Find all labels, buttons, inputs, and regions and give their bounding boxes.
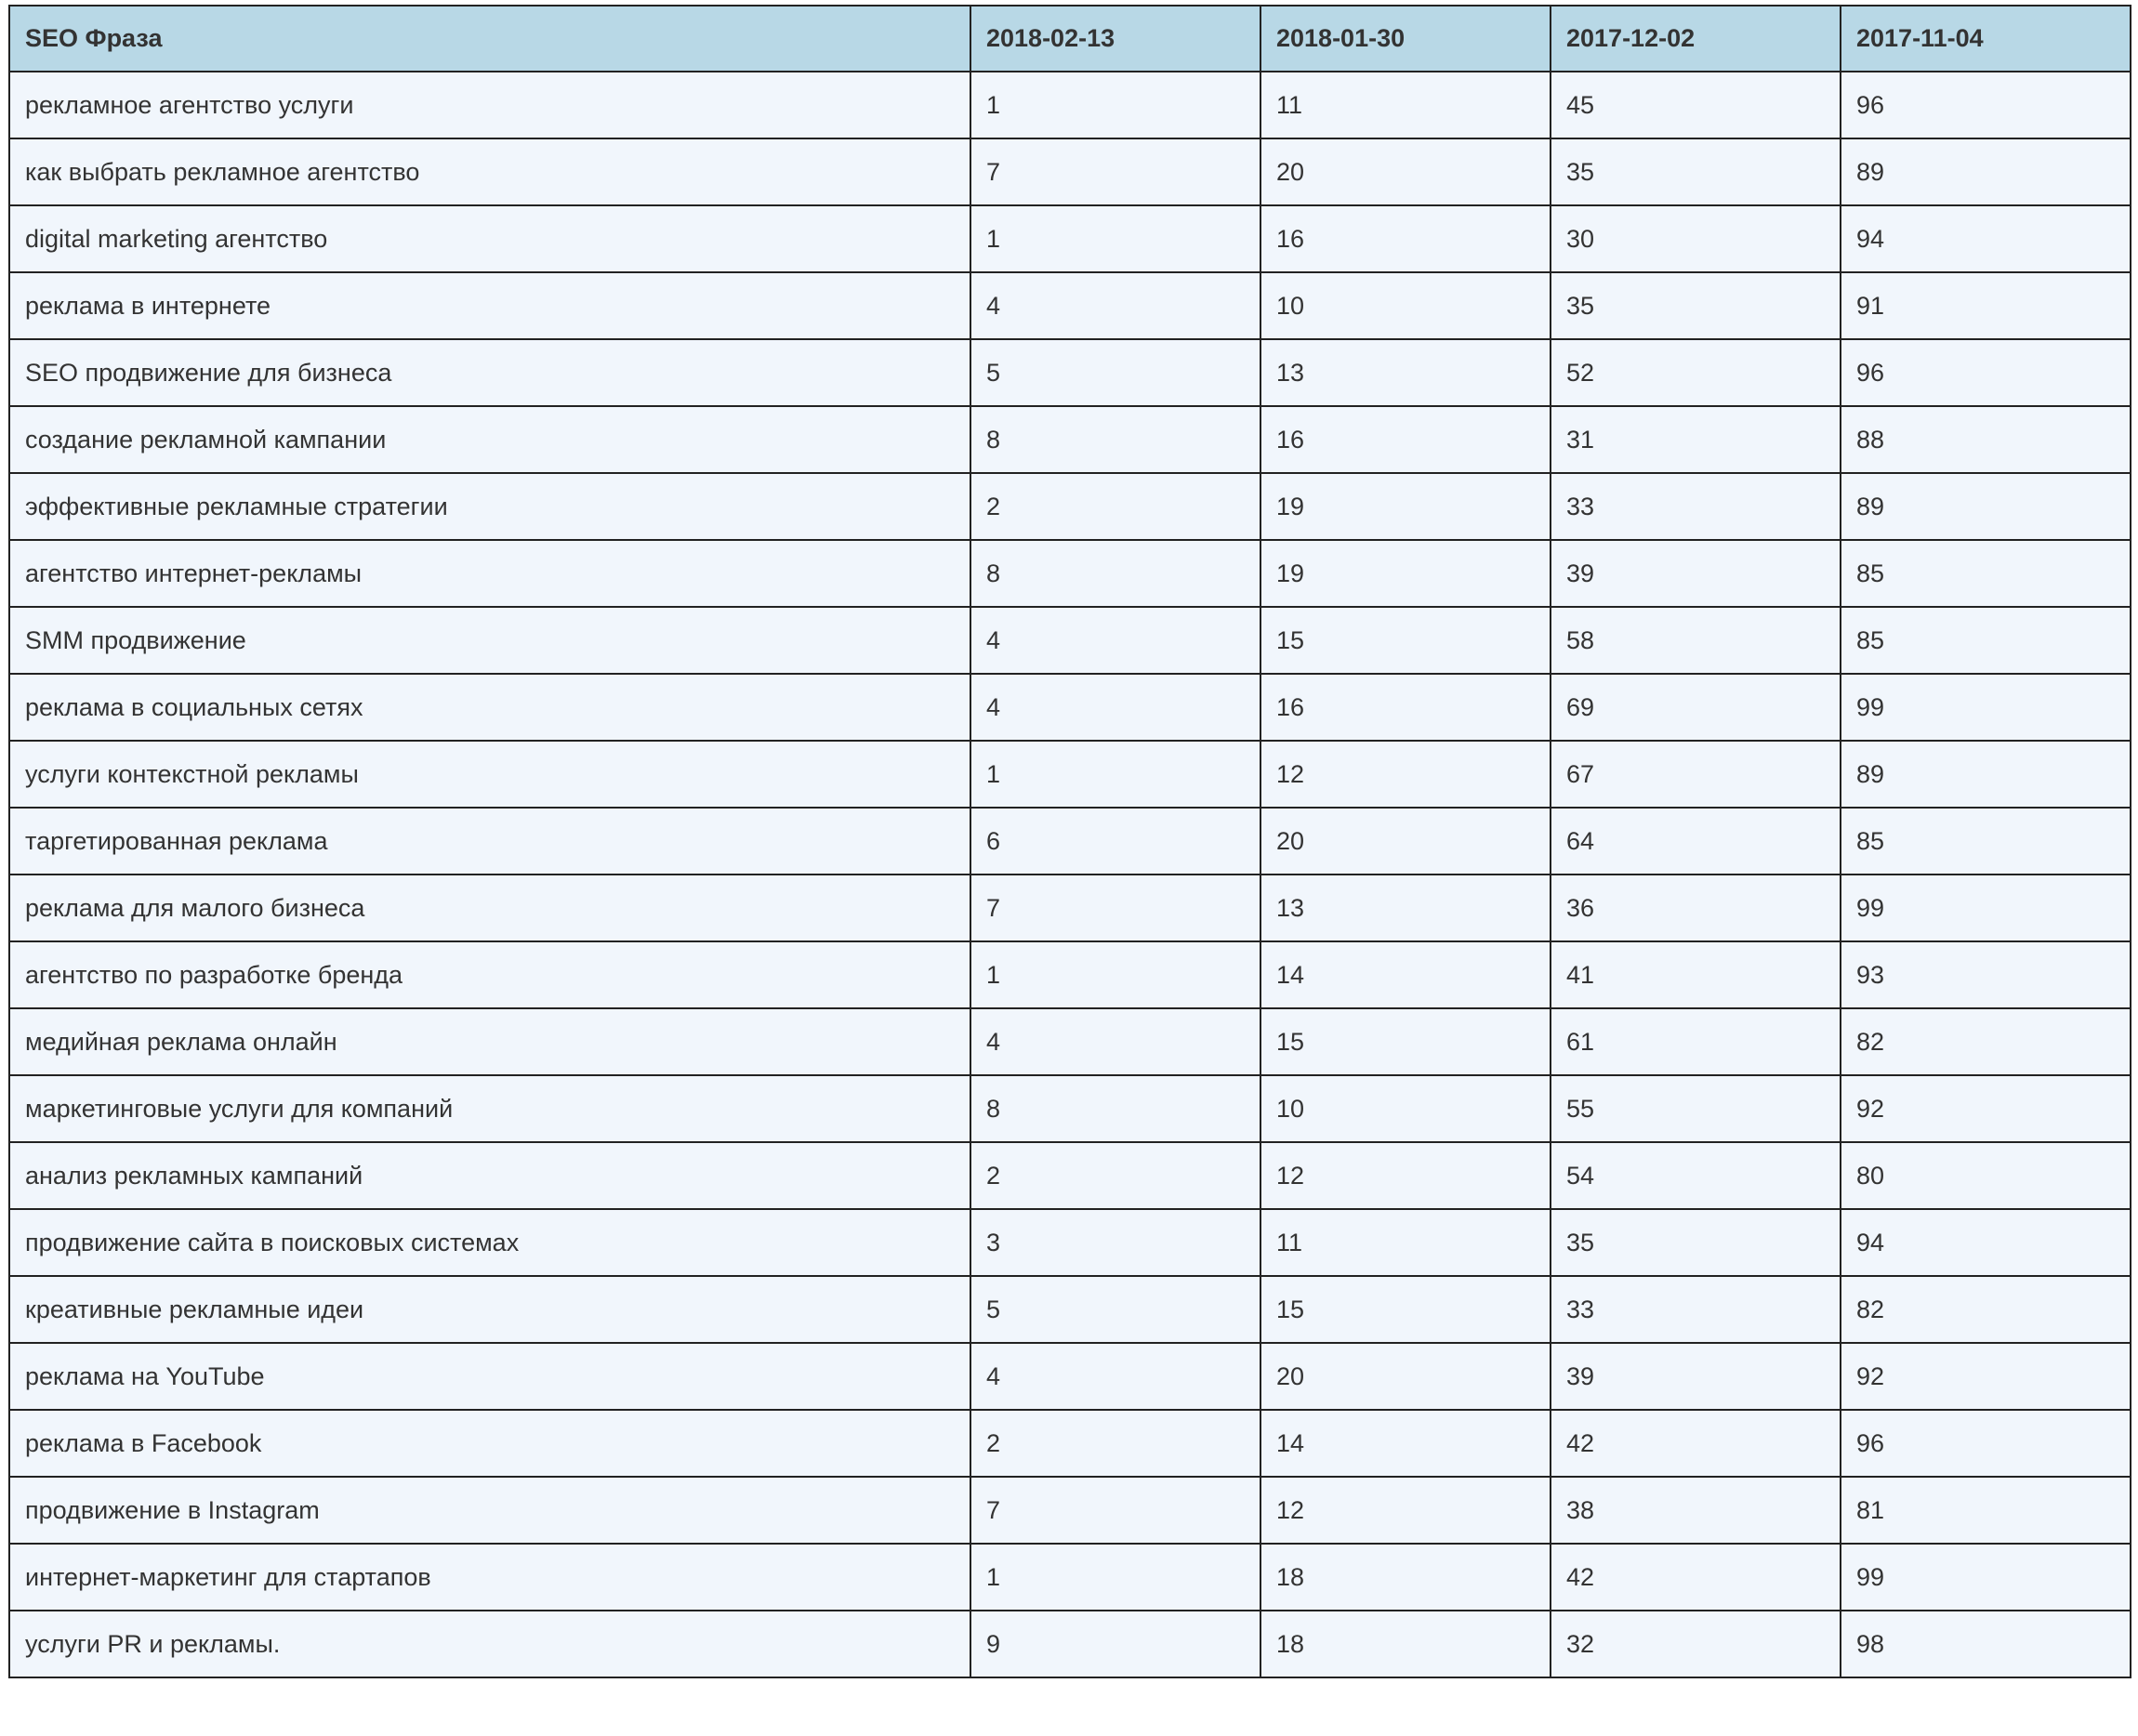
rank-cell: 41 [1551, 941, 1841, 1008]
rank-cell: 94 [1841, 1209, 2131, 1276]
table-row [9, 1343, 2131, 1410]
table-row [9, 272, 2131, 339]
table-row [9, 540, 2131, 607]
seo-phrase-cell: медийная реклама онлайн [9, 1008, 970, 1075]
seo-phrase-cell: реклама на YouTube [9, 1343, 970, 1410]
seo-phrase-cell: анализ рекламных кампаний [9, 1142, 970, 1209]
rank-cell: 80 [1841, 1142, 2131, 1209]
rank-cell: 39 [1551, 1343, 1841, 1410]
seo-phrase-cell: продвижение сайта в поисковых системах [9, 1209, 970, 1276]
rank-cell: 2 [970, 1410, 1260, 1477]
rank-cell: 9 [970, 1611, 1260, 1677]
rank-cell: 1 [970, 1544, 1260, 1611]
seo-phrase-cell: как выбрать рекламное агентство [9, 138, 970, 205]
rank-cell: 4 [970, 1008, 1260, 1075]
rank-cell: 2 [970, 473, 1260, 540]
table-row [9, 406, 2131, 473]
rank-cell: 18 [1260, 1611, 1551, 1677]
rank-cell: 8 [970, 1075, 1260, 1142]
rank-cell: 85 [1841, 808, 2131, 875]
rank-cell: 16 [1260, 205, 1551, 272]
rank-cell: 93 [1841, 941, 2131, 1008]
seo-phrase-cell: агентство по разработке бренда [9, 941, 970, 1008]
rank-cell: 32 [1551, 1611, 1841, 1677]
rank-cell: 4 [970, 607, 1260, 674]
table-row [9, 205, 2131, 272]
rank-cell: 81 [1841, 1477, 2131, 1544]
rank-cell: 85 [1841, 607, 2131, 674]
rank-cell: 98 [1841, 1611, 2131, 1677]
column-header-date-2: 2018-01-30 [1260, 6, 1551, 72]
rank-cell: 18 [1260, 1544, 1551, 1611]
table-row [9, 607, 2131, 674]
rank-cell: 20 [1260, 808, 1551, 875]
table-row [9, 941, 2131, 1008]
seo-phrase-cell: таргетированная реклама [9, 808, 970, 875]
rank-cell: 36 [1551, 875, 1841, 941]
rank-cell: 82 [1841, 1276, 2131, 1343]
seo-phrase-cell: услуги контекстной рекламы [9, 741, 970, 808]
table-body [9, 72, 2131, 1677]
header-row [9, 6, 2131, 72]
seo-phrase-cell: создание рекламной кампании [9, 406, 970, 473]
seo-phrase-cell: рекламное агентство услуги [9, 72, 970, 138]
table-row [9, 674, 2131, 741]
seo-phrase-cell: креативные рекламные идеи [9, 1276, 970, 1343]
column-header-date-3: 2017-12-02 [1551, 6, 1841, 72]
rank-cell: 54 [1551, 1142, 1841, 1209]
table-row [9, 1611, 2131, 1677]
rank-cell: 5 [970, 1276, 1260, 1343]
rank-cell: 96 [1841, 1410, 2131, 1477]
rank-cell: 89 [1841, 741, 2131, 808]
column-header-date-4: 2017-11-04 [1841, 6, 2131, 72]
rank-cell: 52 [1551, 339, 1841, 406]
rank-cell: 55 [1551, 1075, 1841, 1142]
rank-cell: 91 [1841, 272, 2131, 339]
seo-phrase-cell: агентство интернет-рекламы [9, 540, 970, 607]
seo-rankings-table [8, 5, 2131, 1678]
rank-cell: 82 [1841, 1008, 2131, 1075]
rank-cell: 19 [1260, 540, 1551, 607]
rank-cell: 99 [1841, 674, 2131, 741]
rank-cell: 3 [970, 1209, 1260, 1276]
seo-phrase-cell: услуги PR и рекламы. [9, 1611, 970, 1677]
rank-cell: 61 [1551, 1008, 1841, 1075]
seo-phrase-cell: маркетинговые услуги для компаний [9, 1075, 970, 1142]
rank-cell: 1 [970, 941, 1260, 1008]
rank-cell: 16 [1260, 674, 1551, 741]
seo-phrase-cell: эффективные рекламные стратегии [9, 473, 970, 540]
rank-cell: 1 [970, 72, 1260, 138]
rank-cell: 39 [1551, 540, 1841, 607]
rank-cell: 6 [970, 808, 1260, 875]
rank-cell: 10 [1260, 1075, 1551, 1142]
rank-cell: 13 [1260, 339, 1551, 406]
rank-cell: 4 [970, 674, 1260, 741]
rank-cell: 33 [1551, 473, 1841, 540]
rank-cell: 8 [970, 540, 1260, 607]
rank-cell: 13 [1260, 875, 1551, 941]
rank-cell: 89 [1841, 138, 2131, 205]
rank-cell: 92 [1841, 1343, 2131, 1410]
table-header [9, 6, 2131, 72]
rank-cell: 58 [1551, 607, 1841, 674]
seo-phrase-cell: реклама для малого бизнеса [9, 875, 970, 941]
rank-cell: 4 [970, 1343, 1260, 1410]
rank-cell: 12 [1260, 1477, 1551, 1544]
table-row [9, 473, 2131, 540]
rank-cell: 19 [1260, 473, 1551, 540]
table-row [9, 1276, 2131, 1343]
rank-cell: 92 [1841, 1075, 2131, 1142]
table-row [9, 1142, 2131, 1209]
rank-cell: 20 [1260, 1343, 1551, 1410]
rank-cell: 15 [1260, 1008, 1551, 1075]
seo-phrase-cell: SEO продвижение для бизнеса [9, 339, 970, 406]
rank-cell: 11 [1260, 1209, 1551, 1276]
rank-cell: 10 [1260, 272, 1551, 339]
rank-cell: 94 [1841, 205, 2131, 272]
rank-cell: 35 [1551, 138, 1841, 205]
rank-cell: 96 [1841, 72, 2131, 138]
rank-cell: 1 [970, 205, 1260, 272]
rank-cell: 5 [970, 339, 1260, 406]
rank-cell: 88 [1841, 406, 2131, 473]
table-row [9, 808, 2131, 875]
rank-cell: 33 [1551, 1276, 1841, 1343]
rank-cell: 12 [1260, 1142, 1551, 1209]
table-row [9, 741, 2131, 808]
rank-cell: 35 [1551, 1209, 1841, 1276]
table-row [9, 339, 2131, 406]
seo-phrase-cell: реклама в интернете [9, 272, 970, 339]
rank-cell: 30 [1551, 205, 1841, 272]
rank-cell: 8 [970, 406, 1260, 473]
table-row [9, 1544, 2131, 1611]
seo-phrase-cell: интернет-маркетинг для стартапов [9, 1544, 970, 1611]
rank-cell: 4 [970, 272, 1260, 339]
column-header-phrase: SEO Фраза [9, 6, 970, 72]
rank-cell: 7 [970, 875, 1260, 941]
rank-cell: 7 [970, 1477, 1260, 1544]
rank-cell: 15 [1260, 1276, 1551, 1343]
seo-phrase-cell: реклама в социальных сетях [9, 674, 970, 741]
rank-cell: 11 [1260, 72, 1551, 138]
table-row [9, 1008, 2131, 1075]
table-row [9, 875, 2131, 941]
table-row [9, 1410, 2131, 1477]
rank-cell: 35 [1551, 272, 1841, 339]
column-header-date-1: 2018-02-13 [970, 6, 1260, 72]
rank-cell: 14 [1260, 941, 1551, 1008]
rank-cell: 20 [1260, 138, 1551, 205]
rank-cell: 15 [1260, 607, 1551, 674]
rank-cell: 1 [970, 741, 1260, 808]
rank-cell: 67 [1551, 741, 1841, 808]
rank-cell: 89 [1841, 473, 2131, 540]
table-row [9, 72, 2131, 138]
table-row [9, 1075, 2131, 1142]
rank-cell: 99 [1841, 875, 2131, 941]
table-row [9, 1209, 2131, 1276]
seo-rankings-table-container [8, 5, 2130, 1678]
rank-cell: 42 [1551, 1410, 1841, 1477]
rank-cell: 16 [1260, 406, 1551, 473]
rank-cell: 69 [1551, 674, 1841, 741]
rank-cell: 64 [1551, 808, 1841, 875]
rank-cell: 2 [970, 1142, 1260, 1209]
rank-cell: 85 [1841, 540, 2131, 607]
rank-cell: 14 [1260, 1410, 1551, 1477]
rank-cell: 96 [1841, 339, 2131, 406]
rank-cell: 42 [1551, 1544, 1841, 1611]
rank-cell: 12 [1260, 741, 1551, 808]
rank-cell: 99 [1841, 1544, 2131, 1611]
rank-cell: 31 [1551, 406, 1841, 473]
seo-phrase-cell: продвижение в Instagram [9, 1477, 970, 1544]
seo-phrase-cell: digital marketing агентство [9, 205, 970, 272]
rank-cell: 7 [970, 138, 1260, 205]
seo-phrase-cell: реклама в Facebook [9, 1410, 970, 1477]
table-row [9, 1477, 2131, 1544]
table-row [9, 138, 2131, 205]
rank-cell: 45 [1551, 72, 1841, 138]
seo-phrase-cell: SMM продвижение [9, 607, 970, 674]
rank-cell: 38 [1551, 1477, 1841, 1544]
